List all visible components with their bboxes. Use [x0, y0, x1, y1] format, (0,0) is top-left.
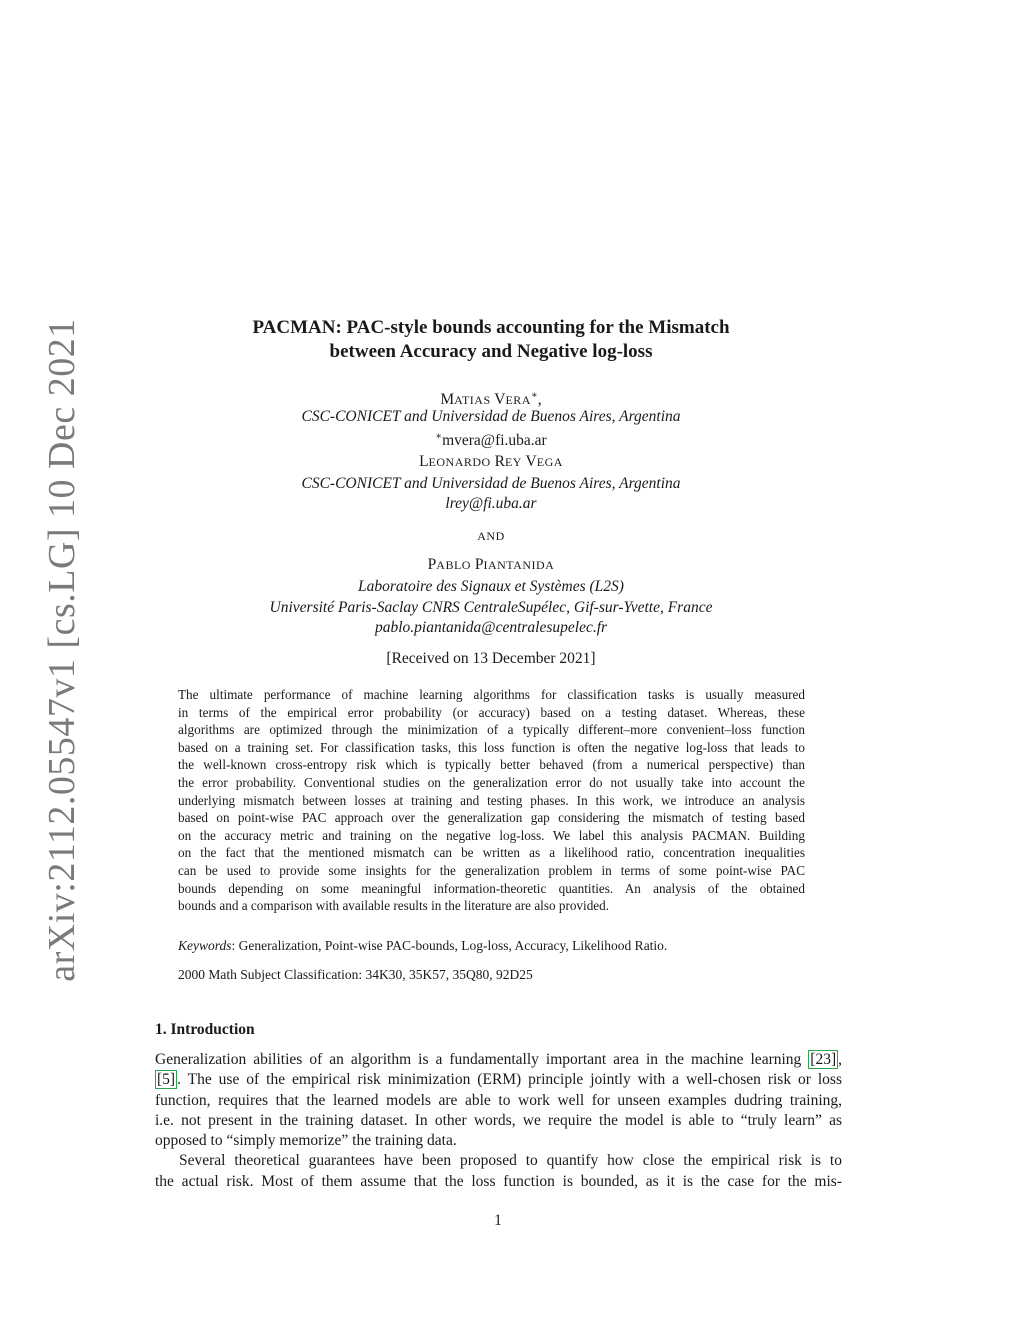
keywords: [178, 938, 667, 954]
author-1-affiliation: CSC-CONICET and Universidad de Buenos Aires, Argentina: [301, 408, 681, 425]
abstract-line: bounds depending on some meaningful information-theoretic quantities. An analysis of the obtained: [178, 880, 805, 896]
author-2-affiliation: CSC-CONICET and Universidad de Buenos Aires, Argentina: [301, 475, 681, 492]
abstract-line: bounds and a comparison with available results in the literature are also provided.: [178, 898, 610, 914]
abstract-line: the well-known cross-entropy risk which is typically better behaved (from a numerical perspective) than: [178, 757, 805, 773]
keywords-list: : Generalization, Point-wise PAC-bounds, Log-loss, Accuracy, Likelihood Ratio.: [231, 938, 668, 953]
page-number: 1: [494, 1212, 502, 1229]
author-1-email: ∗mvera@fi.uba.ar: [435, 431, 547, 450]
abstract-line: the error probability. Conventional studies on the generalization error do not usually take into account the: [178, 774, 805, 790]
abstract-line: algorithms are optimized through the minimization of a typically different–more convenient–loss function: [178, 722, 805, 738]
abstract-line: The ultimate performance of machine learning algorithms for classification tasks is usually measured: [178, 687, 805, 702]
and-separator: AND: [477, 529, 505, 543]
body-line: opposed to “simply memorize” the training data.: [155, 1132, 457, 1150]
arxiv-identifier: arXiv:2112.05547v1 [cs.LG] 10 Dec 2021: [41, 318, 83, 982]
citation-link[interactable]: [23]: [810, 1051, 837, 1068]
body-line: Several theoretical guarantees have been proposed to quantify how close the empirical risk is to: [179, 1152, 842, 1170]
abstract-line: on the accuracy metric and training on the negative log-loss. We label this analysis PACMAN. Building: [178, 827, 805, 843]
body-line: function, requires that the learned models are able to work well for unseen examples dudring training,: [155, 1091, 842, 1109]
abstract: [178, 686, 805, 915]
keywords-label: Keywords: [178, 938, 232, 953]
title-line-2: between Accuracy and Negative log-loss: [329, 341, 653, 362]
abstract-line: based on point-wise PAC approach over the generalization gap considering the mismatch of testing based: [178, 810, 805, 826]
abstract-line: in terms of the empirical error probability (or accuracy) based on a testing dataset. Whereas, these: [178, 704, 805, 720]
author-3-name: PABLO PIANTANIDA: [427, 556, 555, 573]
author-3-email[interactable]: pablo.piantanida@centralesupelec.fr: [374, 619, 608, 636]
title-line-1: PACMAN: PAC-style bounds accounting for the Mismatch: [252, 317, 730, 338]
citation-link[interactable]: [5]: [157, 1071, 176, 1089]
body-line: i.e. not present in the training dataset. In other words, we require the model is able to “truly learn” as: [155, 1111, 842, 1129]
section-heading-introduction: 1. Introduction: [155, 1021, 255, 1038]
author-1-name: MATIAS VERA∗,: [440, 390, 542, 409]
abstract-line: on the fact that the mentioned mismatch can be written as a likelihood ratio, concentration inequalities: [178, 845, 805, 861]
body-line: Generalization abilities of an algorithm is a fundamentally important area in the machine learning [23] ,: [155, 1051, 842, 1068]
author-1-email-link[interactable]: mvera@fi.uba.ar: [442, 432, 547, 450]
received-date: [Received on 13 December 2021]: [386, 650, 596, 667]
paper-title: [0, 316, 982, 364]
author-2-name: LEONARDO REY VEGA: [419, 453, 563, 470]
author-2-email[interactable]: lrey@fi.uba.ar: [445, 495, 537, 512]
author-3-affiliation-2: Université Paris-Saclay CNRS CentraleSupélec, Gif-sur-Yvette, France: [269, 599, 713, 616]
abstract-line: underlying mismatch between losses at training and testing phases. In this work, we introduce an analysis: [178, 792, 805, 808]
abstract-line: based on a training set. For classification tasks, this loss function is often the negative log-loss that leads to: [178, 739, 805, 755]
author-3-affiliation-1: Laboratoire des Signaux et Systèmes (L2S): [358, 578, 624, 595]
abstract-line: can be used to provide some insights for the generalization problem in terms of some point-wise PAC: [178, 862, 805, 878]
body-line: [5] . The use of the empirical risk minimization (ERM) principle jointly with a well-chosen risk or loss: [157, 1071, 842, 1089]
body-line: the actual risk. Most of them assume that the loss function is bounded, as it is the case for the mis-: [155, 1172, 842, 1190]
math-subject-classification: 2000 Math Subject Classification: 34K30, 35K57, 35Q80, 92D25: [178, 967, 533, 982]
introduction-body: [155, 1050, 842, 1192]
